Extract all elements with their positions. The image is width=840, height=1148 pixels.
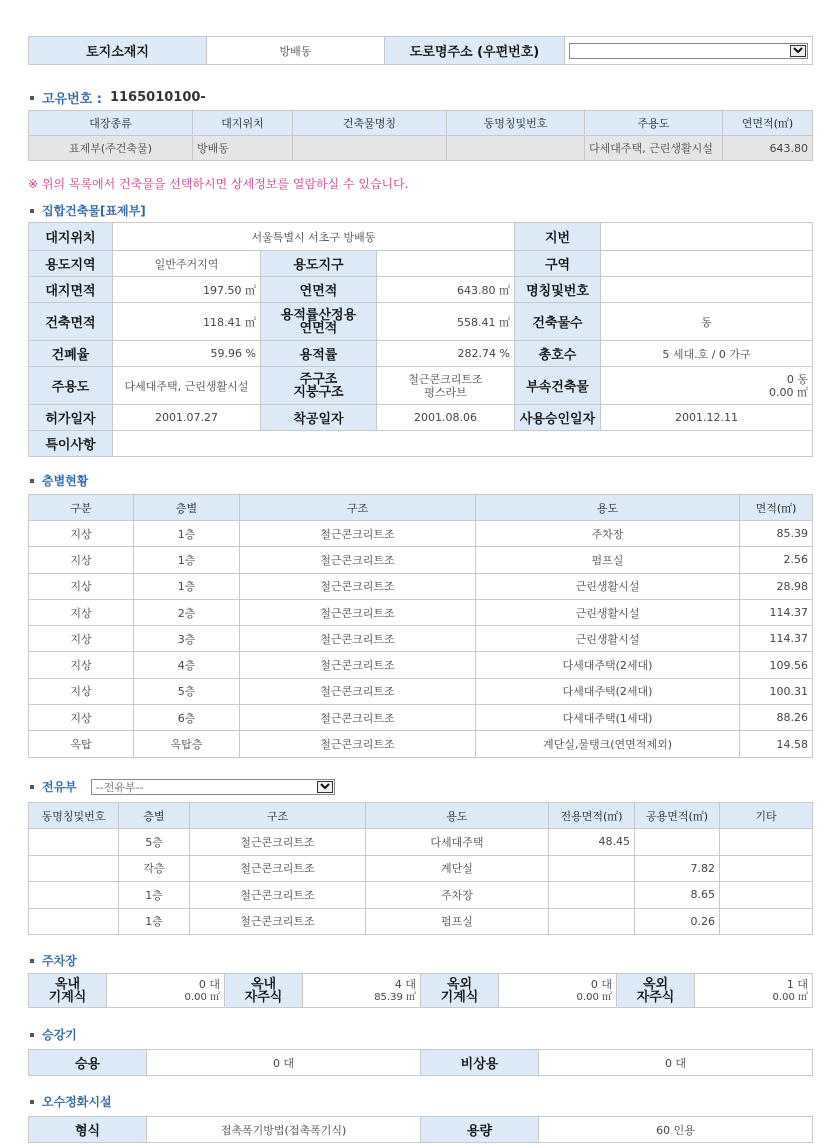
header-use: 용도 [366,803,549,829]
chevron-down-icon[interactable] [790,45,806,57]
start-value: 2001.08.06 [377,405,515,431]
cell-structure: 철근콘크리트조 [190,829,366,856]
header-building-name: 건축물명칭 [293,111,447,136]
lot-value [601,223,813,251]
cell-division: 지상 [29,652,134,678]
cell-structure: 철근콘크리트조 [240,626,476,652]
total-floor-label: 연면적 [261,277,377,303]
cell-floor: 6층 [134,705,240,731]
cell-division: 지상 [29,599,134,625]
annex-value: 0 동 0.00 ㎡ [601,367,813,405]
table-row [29,882,813,909]
bullet-icon [30,96,34,100]
cell-use: 펌프실 [366,908,549,935]
header-dong-name: 동명칭및번호 [447,111,585,136]
cell-floor: 5층 [119,829,190,856]
cell-building-name [293,136,447,161]
notice-text: ※ 위의 목록에서 건축물을 선택하시면 상세정보를 열람하실 수 있습니다. [28,177,409,191]
special-value [113,431,813,457]
name-label: 명칭및번호 [515,277,601,303]
cell-floor: 1층 [134,573,240,599]
households-label: 총호수 [515,341,601,367]
header-total-floor-area: 연면적(㎡) [723,111,813,136]
parking-value: 1 대 0.00 ㎡ [695,974,813,1008]
land-area-label: 대지면적 [29,277,113,303]
cell-structure: 철근콘크리트조 [240,573,476,599]
sewage-type-value: 접촉폭기방법(접촉폭기식) [147,1117,421,1143]
total-floor-value: 643.80 ㎡ [377,277,515,303]
header-floor: 층별 [134,495,240,521]
approval-value: 2001.12.11 [601,405,813,431]
cell-common-area [635,829,720,856]
bcr-value: 59.96 % [113,341,261,367]
cell-area: 14.58 [740,731,813,757]
cell-structure: 철근콘크리트조 [190,908,366,935]
cell-floor: 각층 [119,855,190,882]
zone-value: 일반주거지역 [113,251,261,277]
cell-use: 펌프실 [476,547,740,573]
cell-exclusive-area [549,882,635,909]
district-value [377,251,515,277]
cell-register-type: 표제부(주건축물) [29,136,193,161]
header-exclusive-area: 전용면적(㎡) [549,803,635,829]
cell-structure: 철근콘크리트조 [240,521,476,547]
register-table [28,110,812,161]
far-area-label: 용적률산정용 연면적 [261,303,377,341]
cell-floor: 4층 [134,652,240,678]
header-division: 구분 [29,495,134,521]
sewage-capacity-value: 60 인용 [539,1117,813,1143]
cell-structure: 철근콘크리트조 [240,547,476,573]
main-use-value: 다세대주택, 근린생활시설 [113,367,261,405]
cell-use: 다세대주택(2세대) [476,678,740,704]
sewage-table [28,1116,812,1143]
section-title-floors: 층별현황 [30,472,88,489]
cell-use: 주차장 [476,521,740,547]
parking-value: 4 대 85.39 ㎡ [303,974,421,1008]
table-row [29,678,813,704]
building-area-value: 118.41 ㎡ [113,303,261,341]
parking-value: 0 대 0.00 ㎡ [499,974,617,1008]
cell-floor: 1층 [119,882,190,909]
cell-exclusive-area [549,855,635,882]
header-site: 대지위치 [193,111,293,136]
cell-etc [720,829,813,856]
permit-value: 2001.07.27 [113,405,261,431]
far-area-value: 558.41 ㎡ [377,303,515,341]
cell-floor: 3층 [134,626,240,652]
cell-division: 옥탑 [29,731,134,757]
cell-floor: 1층 [119,908,190,935]
cell-area: 28.98 [740,573,813,599]
cell-structure: 철근콘크리트조 [240,599,476,625]
cell-structure: 철근콘크리트조 [190,882,366,909]
cell-use: 근린생활시설 [476,573,740,599]
annex-label: 부속건축물 [515,367,601,405]
cell-use: 다세대주택(1세대) [476,705,740,731]
bullet-icon [30,209,34,213]
chevron-down-icon[interactable] [317,781,333,793]
cell-division: 지상 [29,547,134,573]
building-area-label: 건축면적 [29,303,113,341]
cell-area: 114.37 [740,626,813,652]
parking-label: 옥외 자주식 [617,974,695,1008]
cell-etc [720,855,813,882]
land-location-label: 토지소재지 [29,37,207,65]
site-label: 대지위치 [29,223,113,251]
cell-use: 계단실 [366,855,549,882]
cell-use: 계단실,물탱크(연면적제외) [476,731,740,757]
emergency-value: 0 대 [539,1050,813,1076]
cell-etc [720,908,813,935]
cell-common-area: 0.26 [635,908,720,935]
cell-dong-number [29,829,119,856]
header-structure: 구조 [240,495,476,521]
bullet-icon [30,785,34,789]
cell-use: 다세대주택 [366,829,549,856]
cell-structure: 철근콘크리트조 [240,652,476,678]
cell-division: 지상 [29,678,134,704]
table-row [29,908,813,935]
cell-area: 88.26 [740,705,813,731]
structure-label: 주구조 지붕구조 [261,367,377,405]
households-value: 5 세대.호 / 0 가구 [601,341,813,367]
parking-label: 옥내 기계식 [29,974,107,1008]
sewage-type-label: 형식 [29,1117,147,1143]
main-use-label: 주용도 [29,367,113,405]
bullet-icon [30,1033,34,1037]
cell-division: 지상 [29,705,134,731]
header-area: 면적(㎡) [740,495,813,521]
cell-floor: 1층 [134,547,240,573]
sewage-capacity-label: 용량 [421,1117,539,1143]
cell-total-floor-area: 643.80 [723,136,813,161]
start-label: 착공일자 [261,405,377,431]
cell-floor: 2층 [134,599,240,625]
passenger-value: 0 대 [147,1050,421,1076]
unique-number-label: 고유번호 : [42,92,102,107]
cell-common-area: 7.82 [635,855,720,882]
table-row [29,829,813,856]
header-common-area: 공용면적(㎡) [635,803,720,829]
cell-area: 109.56 [740,652,813,678]
name-value [601,277,813,303]
cell-site: 방배동 [193,136,293,161]
area-value [601,251,813,277]
table-row [29,547,813,573]
table-row [29,599,813,625]
parking-label: 옥내 자주식 [225,974,303,1008]
emergency-label: 비상용 [421,1050,539,1076]
cell-dong-number [29,855,119,882]
table-row [29,521,813,547]
cell-floor: 1층 [134,521,240,547]
cell-structure: 철근콘크리트조 [240,705,476,731]
district-label: 용도지구 [261,251,377,277]
section-title-elevator: 승강기 [30,1026,77,1043]
table-row [29,855,813,882]
elevator-table [28,1049,812,1076]
land-location-value: 방배동 [207,37,385,65]
cell-floor: 옥탑층 [134,731,240,757]
cell-exclusive-area: 48.45 [549,829,635,856]
cell-structure: 철근콘크리트조 [240,678,476,704]
passenger-label: 승용 [29,1050,147,1076]
table-row [29,705,813,731]
parking-table [28,973,812,1008]
floors-table [28,494,812,758]
structure-value: 철근콘크리트조 평스라브 [377,367,515,405]
header-register-type: 대장종류 [29,111,193,136]
count-label: 건축물수 [515,303,601,341]
cell-division: 지상 [29,521,134,547]
parking-value: 0 대 0.00 ㎡ [107,974,225,1008]
cell-division: 지상 [29,626,134,652]
approval-label: 사용승인일자 [515,405,601,431]
cell-main-use: 다세대주택, 근린생활시설 [585,136,723,161]
area-label: 구역 [515,251,601,277]
header-structure: 구조 [190,803,366,829]
cell-exclusive-area [549,908,635,935]
cell-area: 114.37 [740,599,813,625]
table-row[interactable] [29,136,813,161]
far-value: 282.74 % [377,341,515,367]
exclusive-table [28,802,812,935]
table-row [29,626,813,652]
cell-area: 100.31 [740,678,813,704]
table-row [29,731,813,757]
bcr-label: 건폐율 [29,341,113,367]
cell-dong-number [29,908,119,935]
count-value: 동 [601,303,813,341]
parking-label: 옥외 기계식 [421,974,499,1008]
section-title-summary: 집합건축물[표제부] [30,202,146,219]
cell-dong-name [447,136,585,161]
unique-number-value: 1165010100- [109,90,206,105]
header-floor: 층별 [119,803,190,829]
site-value: 서울특별시 서초구 방배동 [113,223,515,251]
cell-structure: 철근콘크리트조 [240,731,476,757]
section-title-exclusive: 전유부 --전유부-- [30,778,335,795]
bullet-icon [30,479,34,483]
cell-dong-number [29,882,119,909]
far-label: 용적률 [261,341,377,367]
cell-floor: 5층 [134,678,240,704]
summary-table [28,222,812,457]
header-use: 용도 [476,495,740,521]
header-main-use: 주용도 [585,111,723,136]
land-area-value: 197.50 ㎡ [113,277,261,303]
permit-label: 허가일자 [29,405,113,431]
road-address-select[interactable] [569,43,808,59]
section-title-parking: 주차장 [30,952,77,969]
cell-use: 주차장 [366,882,549,909]
special-label: 특이사항 [29,431,113,457]
unique-number [30,88,206,107]
bullet-icon [30,1100,34,1104]
table-row [29,573,813,599]
cell-division: 지상 [29,573,134,599]
cell-use: 근린생활시설 [476,599,740,625]
land-location-bar [28,36,812,65]
cell-etc [720,882,813,909]
lot-label: 지번 [515,223,601,251]
cell-structure: 철근콘크리트조 [190,855,366,882]
section-title-sewage: 오수정화시설 [30,1093,112,1110]
header-dong-number: 동명칭및번호 [29,803,119,829]
zone-label: 용도지역 [29,251,113,277]
exclusive-select[interactable]: --전유부-- [91,779,335,795]
header-etc: 기타 [720,803,813,829]
table-row [29,652,813,678]
road-address-label: 도로명주소 (우편번호) [385,37,565,65]
cell-use: 다세대주택(2세대) [476,652,740,678]
bullet-icon [30,959,34,963]
cell-area: 2.56 [740,547,813,573]
cell-area: 85.39 [740,521,813,547]
cell-use: 근린생활시설 [476,626,740,652]
cell-common-area: 8.65 [635,882,720,909]
